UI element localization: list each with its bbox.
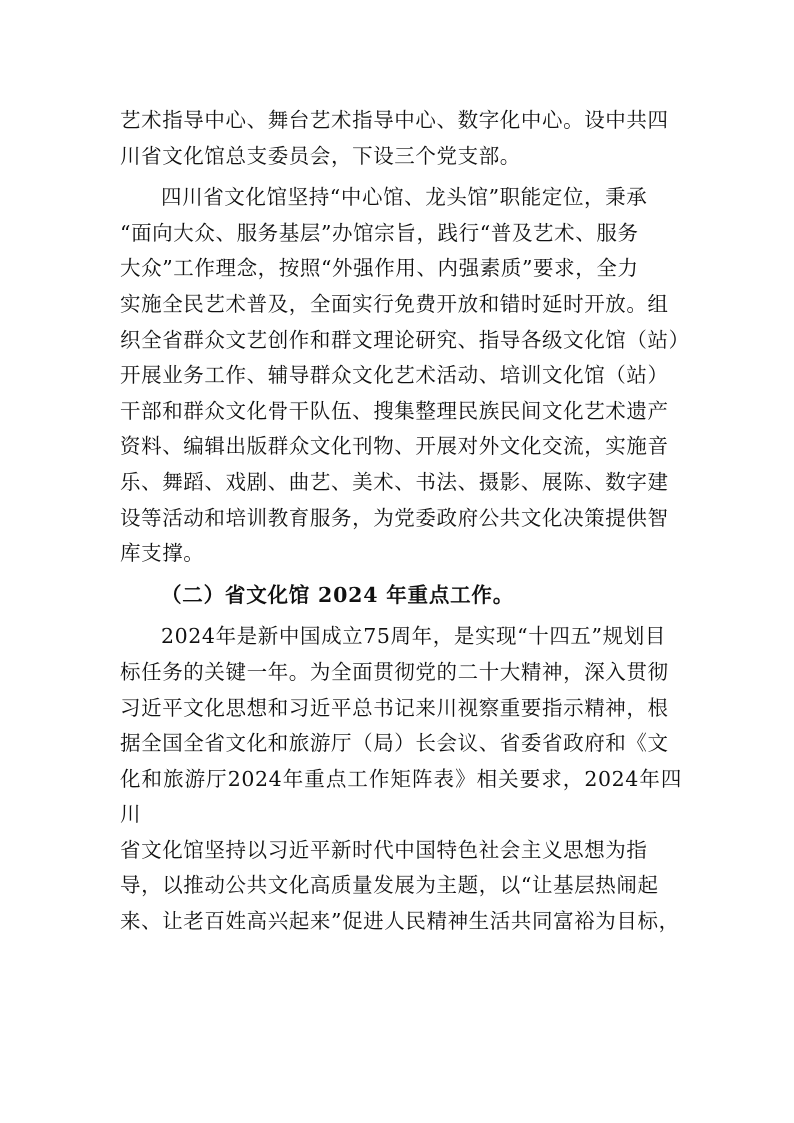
- text-line: 2024年是新中国成立75周年，是实现“十四五”规划目: [161, 624, 666, 649]
- text-line: 来、让老百姓高兴起来”促进人民精神生活共同富裕为目标，: [120, 909, 680, 934]
- text-line: 化和旅游厅2024年重点工作矩阵表》相关要求，2024年四川: [120, 766, 682, 827]
- text-line: 资料、编辑出版群众文化刊物、开展对外文化交流，实施音: [120, 434, 669, 459]
- text-line: 干部和群众文化骨干队伍、搜集整理民族民间文化艺术遗产: [120, 398, 669, 423]
- text-line: “面向大众、服务基层”办馆宗旨，践行“普及艺术、服务: [120, 220, 639, 245]
- text-line: 川省文化馆总支委员会，下设三个党支部。: [120, 143, 521, 168]
- text-line: 标任务的关键一年。为全面贯彻党的二十大精神，深入贯彻: [120, 659, 669, 684]
- paragraph-key-work: [120, 619, 682, 939]
- text-line: 库支撑。: [120, 541, 205, 566]
- text-line: 习近平文化思想和习近平总书记来川视察重要指示精神，根: [120, 695, 669, 720]
- section-heading: （二）省文化馆 2024 年重点工作。: [161, 582, 515, 607]
- text-line: 织全省群众文艺创作和群文理论研究、指导各级文化馆（站）: [120, 327, 690, 352]
- paragraph-org-structure: [120, 103, 682, 174]
- text-line: 大众”工作理念，按照“外强作用、内强素质”要求，全力: [120, 256, 639, 281]
- text-line: 实施全民艺术普及，全面实行免费开放和错时延时开放。组: [120, 291, 669, 316]
- text-line: 四川省文化馆坚持“中心馆、龙头馆”职能定位，秉承: [161, 185, 648, 210]
- text-line: 导，以推动公共文化高质量发展为主题，以“让基层热闹起: [120, 873, 659, 898]
- text-line: 省文化馆坚持以习近平新时代中国特色社会主义思想为指: [120, 837, 648, 862]
- paragraph-functions: [120, 180, 690, 572]
- document-body: [120, 103, 690, 946]
- text-line: 据全国全省文化和旅游厅（局）长会议、省委省政府和《文: [120, 731, 669, 756]
- text-line: 艺术指导中心、舞台艺术指导中心、数字化中心。设中共四: [120, 108, 669, 132]
- text-line: 开展业务工作、辅导群众文化艺术活动、培训文化馆（站）: [120, 363, 669, 388]
- text-line: 乐、舞蹈、戏剧、曲艺、美术、书法、摄影、展陈、数字建: [120, 469, 669, 494]
- text-line: 设等活动和培训教育服务，为党委政府公共文化决策提供智: [120, 505, 669, 530]
